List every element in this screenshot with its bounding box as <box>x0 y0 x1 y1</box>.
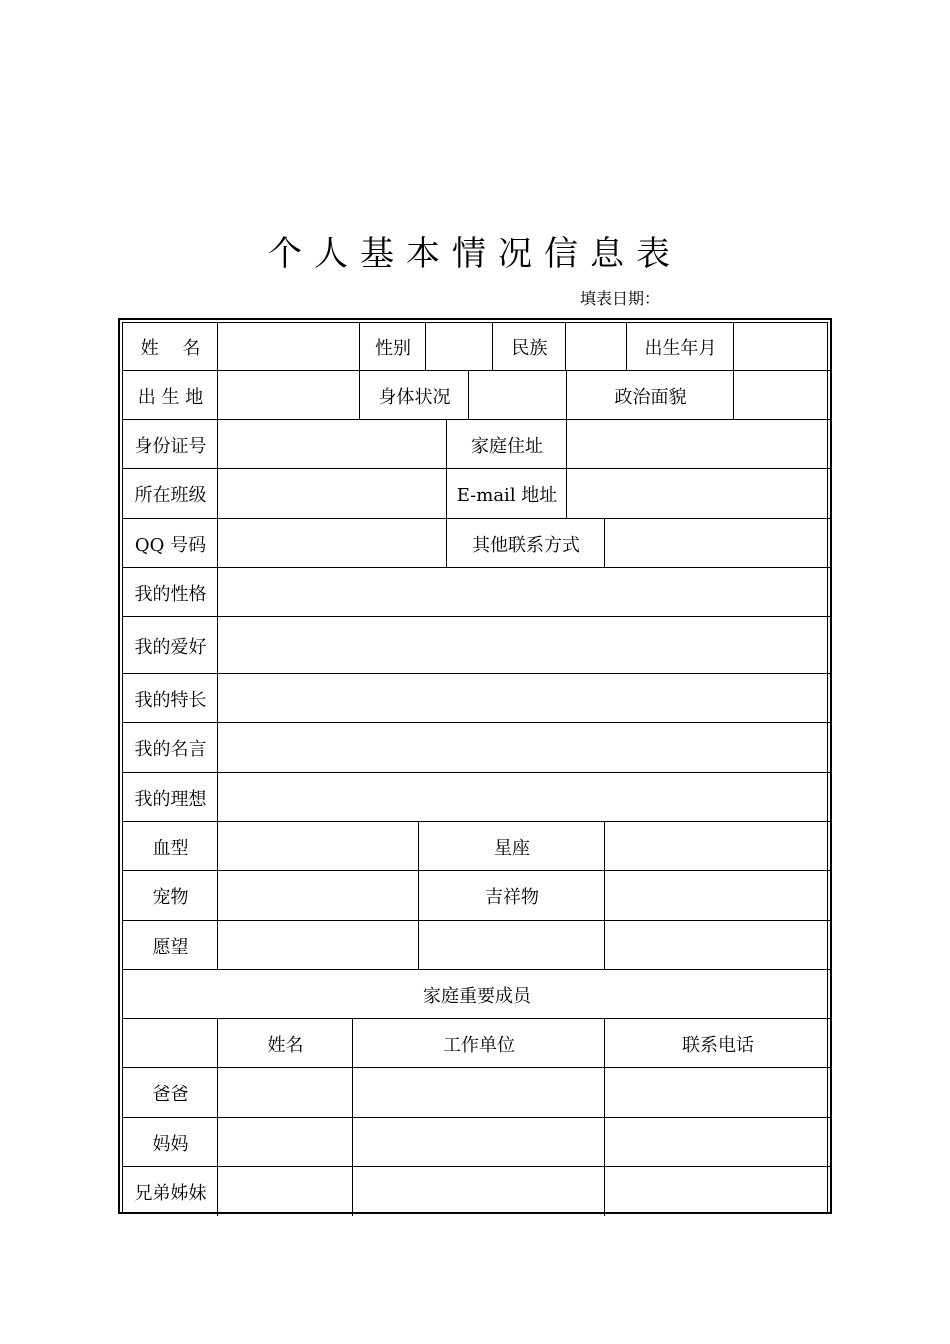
gender-field[interactable] <box>426 323 493 371</box>
zodiac-field[interactable] <box>605 822 831 871</box>
health-label: 身体状况 <box>378 386 451 408</box>
zodiac-label: 星座 <box>494 837 530 859</box>
class-label: 所在班级 <box>134 485 207 506</box>
id-number-label: 身份证号 <box>134 435 207 457</box>
family-header-blank <box>123 1019 218 1068</box>
motto-field[interactable] <box>218 723 831 773</box>
political-status-label: 政治面貌 <box>614 386 687 408</box>
specialty-field[interactable] <box>218 674 831 723</box>
gender-label: 性别 <box>375 338 411 359</box>
ethnicity-label: 民族 <box>511 338 548 359</box>
father-label: 爸爸 <box>152 1084 189 1105</box>
specialty-label: 我的特长 <box>134 689 207 711</box>
siblings-phone-field[interactable] <box>605 1167 831 1216</box>
siblings-name-field[interactable] <box>218 1167 353 1216</box>
page-title: 个人基本情况信息表 <box>268 234 682 274</box>
family-section-title: 家庭重要成员 <box>423 985 531 1007</box>
mother-label: 妈妈 <box>152 1133 189 1155</box>
ethnicity-field[interactable] <box>566 323 627 371</box>
other-contact-field[interactable] <box>605 519 831 568</box>
siblings-label: 兄弟姊妹 <box>134 1182 207 1204</box>
id-number-field[interactable] <box>218 420 447 469</box>
qq-label: QQ 号码 <box>134 534 207 556</box>
father-workplace-field[interactable] <box>353 1068 605 1118</box>
mother-name-field[interactable] <box>218 1118 353 1167</box>
personality-field[interactable] <box>218 568 831 617</box>
wish-label: 愿望 <box>152 936 189 958</box>
other-contact-label: 其他联系方式 <box>472 534 580 556</box>
ideal-field[interactable] <box>218 773 831 822</box>
class-field[interactable] <box>218 469 447 519</box>
info-form <box>118 318 832 1214</box>
family-col-workplace: 工作单位 <box>443 1034 515 1056</box>
wish-field[interactable] <box>218 921 419 970</box>
mascot-field[interactable] <box>605 871 831 921</box>
mascot-label: 吉祥物 <box>485 887 539 908</box>
family-col-name: 姓名 <box>267 1034 304 1056</box>
wish-extra-field-2[interactable] <box>605 921 831 970</box>
political-status-field[interactable] <box>734 371 831 420</box>
home-address-field[interactable] <box>567 420 831 469</box>
motto-label: 我的名言 <box>134 739 207 760</box>
form-grid <box>122 322 828 1212</box>
personality-label: 我的性格 <box>134 583 207 605</box>
blood-type-field[interactable] <box>218 822 419 871</box>
siblings-workplace-field[interactable] <box>353 1167 605 1216</box>
name-field[interactable] <box>218 323 360 371</box>
wish-extra-field[interactable] <box>419 921 605 970</box>
mother-workplace-field[interactable] <box>353 1118 605 1167</box>
mother-phone-field[interactable] <box>605 1118 831 1167</box>
father-name-field[interactable] <box>218 1068 353 1118</box>
home-address-label: 家庭住址 <box>471 435 543 457</box>
hobbies-field[interactable] <box>218 617 831 674</box>
email-label: E-mail 地址 <box>456 485 558 506</box>
blood-type-label: 血型 <box>152 837 189 859</box>
ideal-label: 我的理想 <box>134 788 207 810</box>
pet-label: 宠物 <box>152 887 189 908</box>
health-field[interactable] <box>469 371 567 420</box>
birthplace-label: 出 生 地 <box>137 386 204 408</box>
birth-date-label: 出生年月 <box>644 338 717 359</box>
family-col-phone: 联系电话 <box>682 1034 754 1056</box>
hobbies-label: 我的爱好 <box>134 636 207 658</box>
pet-field[interactable] <box>218 871 419 921</box>
name-label: 姓 名 <box>140 338 201 359</box>
qq-field[interactable] <box>218 519 447 568</box>
email-field[interactable] <box>567 469 831 519</box>
birthplace-field[interactable] <box>218 371 360 420</box>
birth-date-field[interactable] <box>734 323 831 371</box>
father-phone-field[interactable] <box>605 1068 831 1118</box>
fill-date-label: 填表日期： <box>580 289 661 308</box>
